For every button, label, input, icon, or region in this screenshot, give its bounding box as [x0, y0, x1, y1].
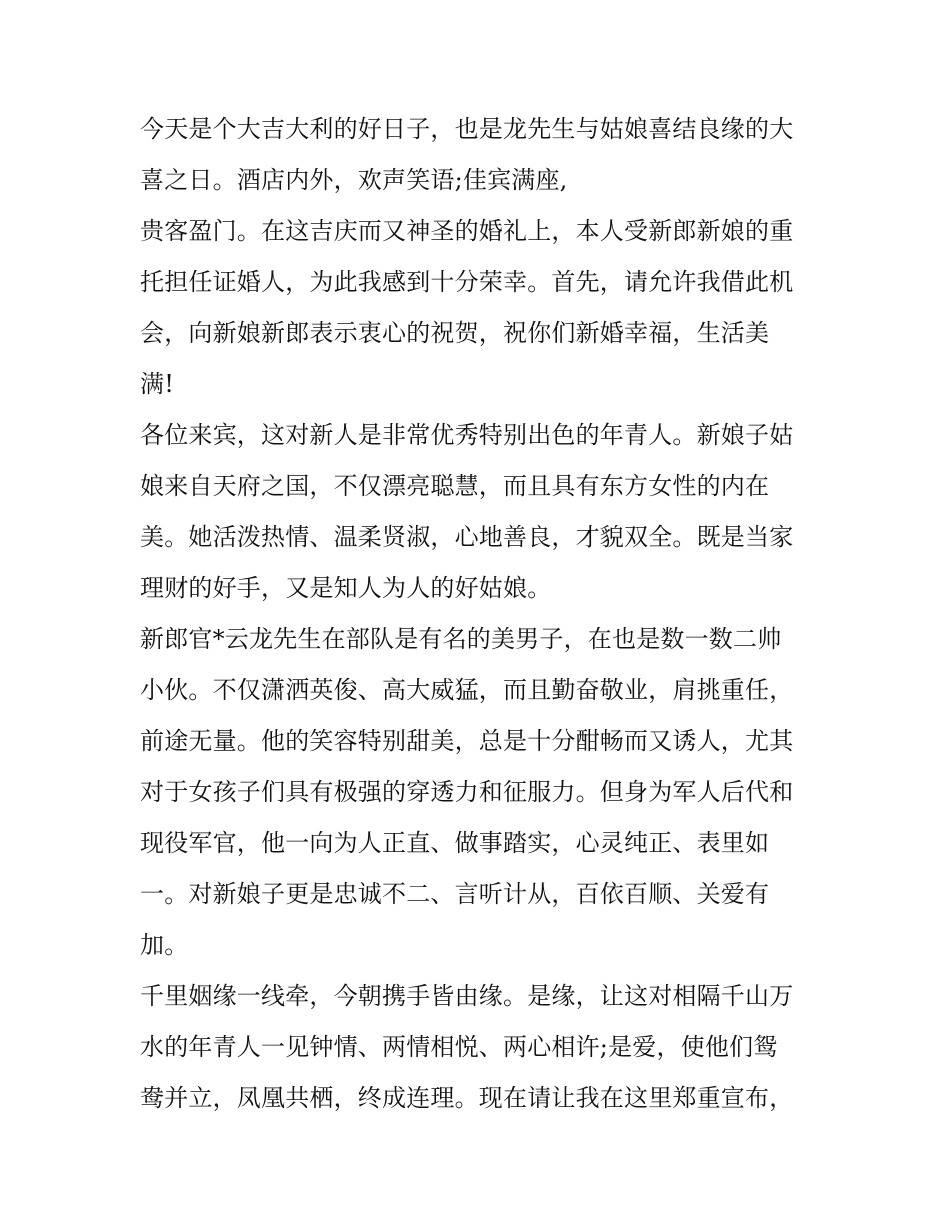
- text-line: 水的年青人一见钟情、两情相悦、两心相许;是爱，使他们鸳: [140, 1033, 778, 1061]
- text-line: 现役军官，他一向为人正直、做事踏实，心灵纯正、表里如: [140, 829, 770, 857]
- text-line: 满!: [140, 370, 175, 398]
- text-line: 贵客盈门。在这吉庆而又神圣的婚礼上，本人受新郎新娘的重: [140, 217, 794, 245]
- text-line: 新郎官*云龙先生在部队是有名的美男子，在也是数一数二帅: [140, 625, 782, 653]
- text-line: 加。: [140, 931, 189, 959]
- document-body: [140, 104, 820, 1124]
- text-line: 鸯并立，凤凰共栖，终成连理。现在请让我在这里郑重宣布，: [140, 1084, 794, 1112]
- text-line: 前途无量。他的笑容特别甜美，总是十分酣畅而又诱人，尤其: [140, 727, 794, 755]
- text-line: 托担任证婚人，为此我感到十分荣幸。首先，请允许我借此机: [140, 268, 794, 296]
- text-line: 各位来宾，这对新人是非常优秀特别出色的年青人。新娘子姑: [140, 421, 794, 449]
- text-line: 千里姻缘一线牵，今朝携手皆由缘。是缘，让这对相隔千山万: [140, 982, 794, 1010]
- text-line: 娘来自天府之国，不仅漂亮聪慧，而且具有东方女性的内在: [140, 472, 770, 500]
- text-line: 对于女孩子们具有极强的穿透力和征服力。但身为军人后代和: [140, 778, 794, 806]
- text-line: 理财的好手，又是知人为人的好姑娘。: [140, 574, 552, 602]
- text-line: 喜之日。酒店内外，欢声笑语;佳宾满座,: [140, 166, 568, 194]
- text-line: 美。她活泼热情、温柔贤淑，心地善良，才貌双全。既是当家: [140, 523, 794, 551]
- text-line: 会，向新娘新郎表示衷心的祝贺，祝你们新婚幸福，生活美: [140, 319, 770, 347]
- text-line: 小伙。不仅潇洒英俊、高大威猛，而且勤奋敬业，肩挑重任，: [140, 676, 794, 704]
- text-line: 一。对新娘子更是忠诚不二、言听计从，百依百顺、关爱有: [140, 880, 770, 908]
- text-line: 今天是个大吉大利的好日子，也是龙先生与姑娘喜结良缘的大: [140, 115, 794, 143]
